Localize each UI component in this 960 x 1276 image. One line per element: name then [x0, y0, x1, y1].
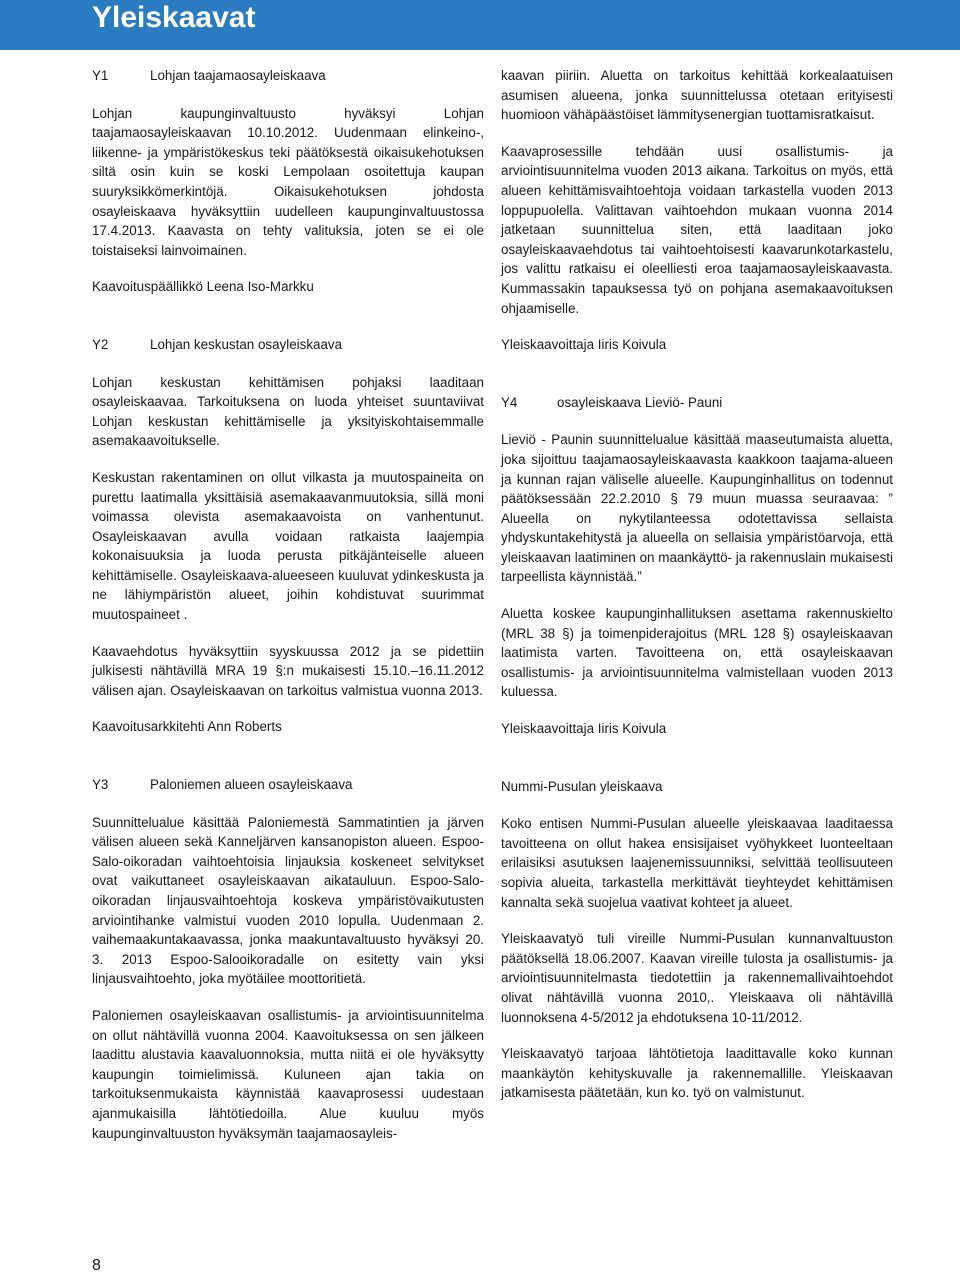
section-heading-y1: [92, 66, 484, 86]
section-title: Lohjan keskustan osayleiskaava: [150, 336, 343, 352]
section-code: Y2: [92, 336, 109, 352]
paragraph: Koko entisen Nummi-Pusulan alueelle yleiskaavaa laaditaessa tavoitteena on ollut hakea ensisijaiset vyöhykkeet luonteeltaan erilaisiksi asutuksen laajenemissuunniksi, selvittää teollisuuteen sopivia alueita, tarkastella merkittävät tieyhteydet kehittämisen kannalta sekä suojelua vaativat kohteet ja alueet.: [501, 816, 893, 910]
page-header: [0, 0, 960, 50]
paragraph: Kaavaprosessille tehdään uusi osallistumis- ja arviointisuunnitelma vuoden 2013 aikana. Tarkoitus on myös, että alueen kehittämisvaihtoehtoja voidaan tarkastella vuoden 2013 loppupuolella. Valittavan vaihtoehdon mukaan vuonna 2014 jatketaan suunnittelua siten, että laaditaan joko osayleiskaavaehdotus tai vaihtoehtoisesti kaavarunkotarkastelu, jos valittu ratkaisu ei oleelliesti eroa taajamaosayleiskaavasta. Kummassakin tapauksessa työ on pohjana asemakaavoituksen ohjaamiselle.: [501, 143, 893, 316]
paragraph: Lohjan keskustan kehittämisen pohjaksi laaditaan osayleiskaavaa. Tarkoituksena on luoda yhteiset suuntaviivat Lohjan keskustan kehittämiselle ja yksityiskohtaisemmalle asemakaavoitukselle.: [92, 374, 484, 449]
paragraph: Yleiskaavatyö tarjoaa lähtötietoja laadittavalle koko kunnan maankäytön kehityskuvalle ja rakennemallille. Yleiskaavan jatkamisesta päätetään, kun ko. työ on valmistunut.: [501, 1046, 893, 1101]
paragraph: Aluetta koskee kaupunginhallituksen asettama rakennuskielto (MRL 38 §) ja toimenpiderajoitus (MRL 128 §) osayleiskaavan laatimista varten. Tavoitteena on, että osayleiskaavan osallistumis- ja arviointisuunnitelma valmistellaan vuoden 2013 kuluessa.: [501, 606, 893, 700]
page-title: Yleiskaavat: [92, 1, 256, 34]
paragraph: Lieviö - Paunin suunnittelualue käsittää maaseutumaista aluetta, joka sijoittuu taajamaosayleiskaavasta kaakkoon taajama-alueen ja kunnan rajan väliselle alueelle. Kaupunginhallitus on todennut päätöksessään 22.2.2010 § 79 muun muassa seuraavaa: ” Alueella on nykytilanteessa odotettavissa sellaista yhdyskuntakehitystä ja alueella on sellaisia ympäristöarvoja, että yleiskaavan laatiminen on maankäyttö- ja rakennuslain mukaisesti tarpeellista käynnistää.”: [501, 432, 893, 585]
paragraph: Suunnittelualue käsittää Paloniemestä Sammatintien ja järven välisen alueen sekä Kanneljärven kansanopiston alueen. Espoo-Salo-oikoradan vaihtoehtoisia linjauksia koskeneet selvitykset ovat vaikuttaneet osayleiskaavan aikatauluun. Espoo-Salo-oikoradan linjausvaihtoehtoja koskeva ympäristövaikutusten arviointihanke valmistui vuoden 2010 lopulla. Uudenmaan 2. vaihemaakuntakaavassa, jonka maakuntavaltuusto hyväksyi 20. 3. 2013 Espoo-Salooikoradalle on esitetty vain yksi linjausvaihtoehto, joka myötäilee moottoritietä.: [92, 814, 484, 987]
section-title-nummi-pusula: Nummi-Pusulan yleiskaava: [501, 778, 663, 794]
left-column: [92, 66, 484, 1160]
signature: Kaavoituspäällikkö Leena Iso-Markku: [92, 279, 314, 295]
section-heading-y2: [92, 335, 484, 355]
paragraph: Lohjan kaupunginvaltuusto hyväksyi Lohjan taajamaosayleiskaavan 10.10.2012. Uudenmaan elinkeino-, liikenne- ja ympäristökeskus teki päätöksestä oikaisukehotuksen siltä osin kuin se koski Lempolaan osoitettuja kaupan suuryksikkömerkintöjä. Oikaisukehotuksen johdosta osayleiskaava hyväksyttiin uudelleen kaupunginvaltuustossa 17.4.2013. Kaavasta on tehty valituksia, joten se ei ole toistaiseksi lainvoimainen.: [92, 105, 484, 258]
paragraph: Kaavaehdotus hyväksyttiin syyskuussa 2012 ja se pidettiin julkisesti nähtävillä MRA 19 §:n mukaisesti 15.10.–16.11.2012 välisen ajan. Osayleiskaavan on tarkoitus valmistua vuonna 2013.: [92, 643, 484, 698]
paragraph: Keskustan rakentaminen on ollut vilkasta ja muutospaineita on purettu laatimalla yksittäisiä asemakaavanmuutoksia, sillä moni voimassa olevista asemakaavoista on vanhentunut. Osayleiskaavan avulla voidaan ratkaista laajempia kokonaisuuksia ja luoda perusta pitkäjänteiselle alueen kehittämiselle. Osayleiskaava-alueeseen kuuluvat ydinkeskusta ja ne lähiympäristön alueet, joihin kohdistuvat suurimmat muutospaineet .: [92, 469, 484, 623]
paragraph: Paloniemen osayleiskaavan osallistumis- ja arviointisuunnitelma on ollut nähtävillä vuonna 2004. Kaavoituksessa on sen jälkeen laadittu alustavia kaavaluonnoksia, mutta niitä ei ole hyväksytty kaupungin toimielimissä. Kuluneen ajan takia on tarkoituksenmukaista käynnistää kaavaprosessi uudestaan ajanmukaisilla lähtötiedoilla. Alue kuuluu myös kaupunginvaltuuston hyväksymän taajamaosayleis-: [92, 1007, 484, 1141]
section-code: Y4: [501, 394, 518, 410]
page-number: 8: [92, 1257, 101, 1274]
signature: Yleiskaavoittaja Iiris Koivula: [501, 337, 667, 353]
section-heading-y3: [92, 775, 484, 795]
section-code: Y1: [92, 68, 109, 83]
section-code: Y3: [92, 777, 109, 793]
section-title: osayleiskaava Lieviö- Pauni: [557, 394, 723, 410]
signature: Yleiskaavoittaja Iiris Koivula: [501, 721, 667, 737]
right-column: [501, 66, 893, 1120]
signature: Kaavoitusarkkitehti Ann Roberts: [92, 719, 282, 735]
section-title: Paloniemen alueen osayleiskaava: [150, 777, 353, 793]
section-heading-y4: [501, 393, 893, 413]
paragraph: kaavan piiriin. Aluetta on tarkoitus kehittää korkealaatuisen asumisen alueena, jonka suunnittelussa otetaan erityisesti huomioon vähäpäästöiset lämmitysenergian tuottamisratkaisut.: [501, 68, 893, 123]
section-title: Lohjan taajamaosayleiskaava: [150, 68, 326, 83]
paragraph: Yleiskaavatyö tuli vireille Nummi-Pusulan kunnanvaltuuston päätöksellä 18.06.2007. Kaavan vireille tulosta ja osallistumis- ja arviointisuunnitelmasta tiedotettiin ja rakennemallivaihtoehdot olivat nähtävillä vuonna 2010,. Yleiskaava oli nähtävillä luonnoksena 4-5/2012 ja ehdotuksena 10-11/2012.: [501, 931, 893, 1025]
